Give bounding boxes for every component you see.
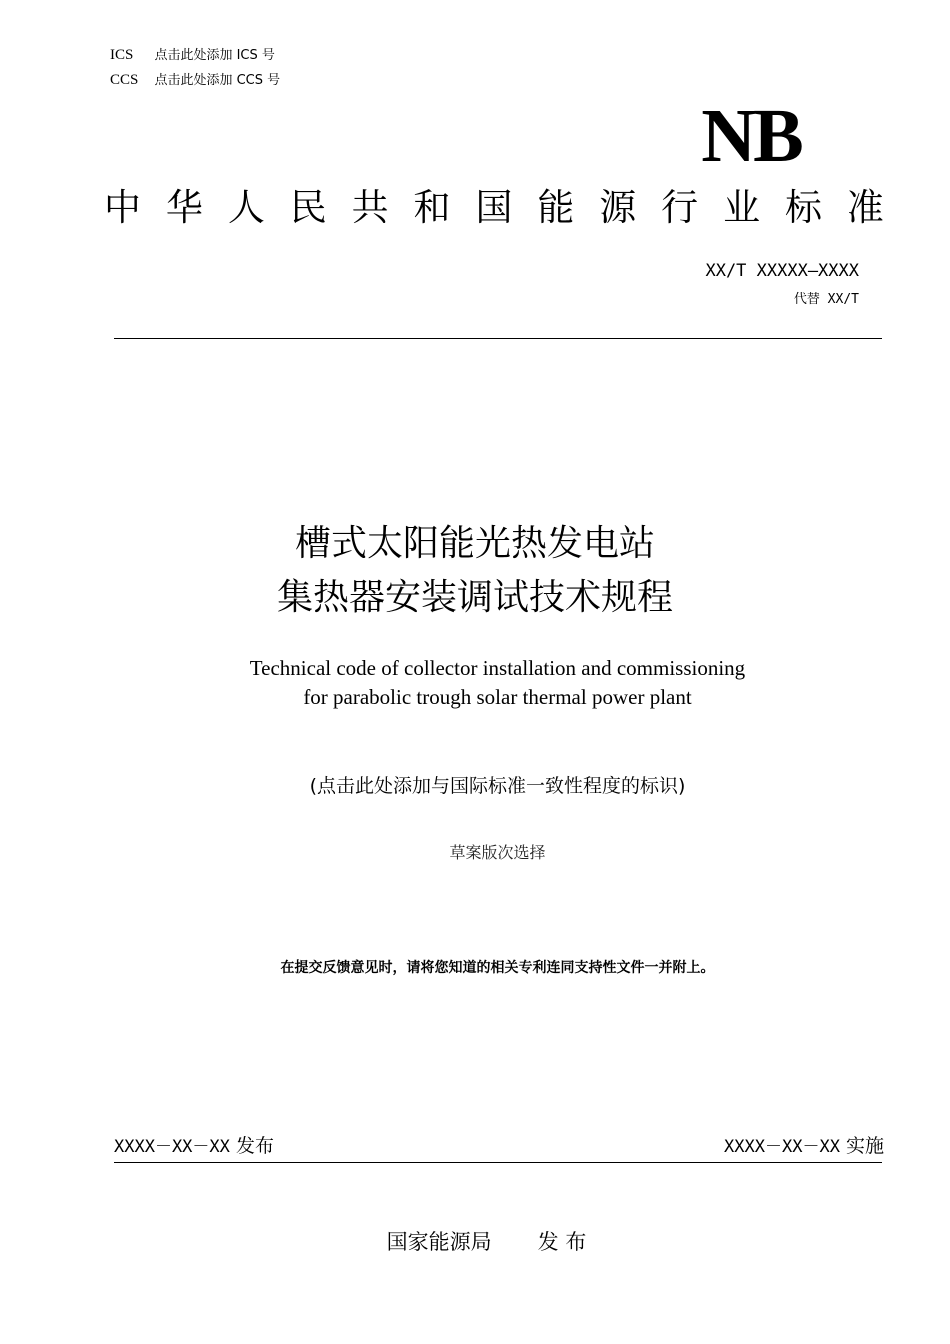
industry-title-char: 能 (537, 186, 575, 229)
title-cn-line2: 集热器安装调试技术规程 (276, 577, 673, 618)
ics-code: ICS (110, 47, 134, 63)
industry-standard-title (104, 180, 884, 236)
industry-title-char: 国 (475, 186, 513, 229)
industry-title-char: 业 (723, 186, 761, 229)
issuer-action: 发 布 (537, 1230, 587, 1254)
industry-title-char: 人 (227, 186, 265, 229)
industry-title-char: 民 (289, 186, 327, 229)
industry-title-char: 准 (846, 186, 884, 229)
issuer-name: 国家能源局 (386, 1230, 492, 1254)
industry-title-char: 行 (661, 186, 699, 229)
header-divider (114, 338, 882, 339)
title-cn-line1: 槽式太阳能光热发电站 (294, 523, 655, 564)
date-row (114, 1132, 884, 1160)
ccs-line (110, 71, 280, 90)
industry-title-char: 共 (351, 186, 389, 229)
implement-date[interactable]: XXXX－XX－XX (724, 1136, 840, 1157)
ccs-value[interactable]: 点击此处添加 CCS 号 (154, 73, 281, 88)
industry-title-char: 华 (165, 186, 203, 229)
ics-line (110, 46, 275, 65)
issuer-row (0, 1226, 950, 1258)
ccs-code: CCS (110, 72, 139, 88)
publish-date-block (114, 1132, 274, 1161)
standard-number: XX/T XXXXX—XXXX (705, 261, 859, 281)
title-en-line1: Technical code of collector installation and commissioning (249, 656, 746, 680)
implement-date-block (724, 1132, 884, 1161)
implement-label: 实施 (845, 1134, 884, 1157)
draft-version-select[interactable]: 草案版次选择 (449, 843, 546, 862)
title-en-line2: for parabolic trough solar thermal power plant (303, 685, 692, 709)
industry-title-char: 中 (104, 186, 141, 229)
ics-value[interactable]: 点击此处添加 ICS 号 (154, 48, 275, 63)
publish-date[interactable]: XXXX－XX－XX (114, 1136, 230, 1157)
industry-title-char: 源 (599, 186, 637, 229)
footer-divider (114, 1162, 882, 1163)
industry-title-char: 和 (413, 186, 451, 229)
consistency-note[interactable]: (点击此处添加与国际标准一致性程度的标识) (309, 775, 686, 797)
standard-replaces: 代替 XX/T (793, 292, 859, 307)
industry-title-char: 标 (784, 186, 822, 229)
nb-logo: NB (701, 94, 801, 178)
publish-label: 发布 (235, 1134, 274, 1157)
patent-note: 在提交反馈意见时，请将您知道的相关专利连同支持性文件一并附上。 (280, 960, 715, 976)
